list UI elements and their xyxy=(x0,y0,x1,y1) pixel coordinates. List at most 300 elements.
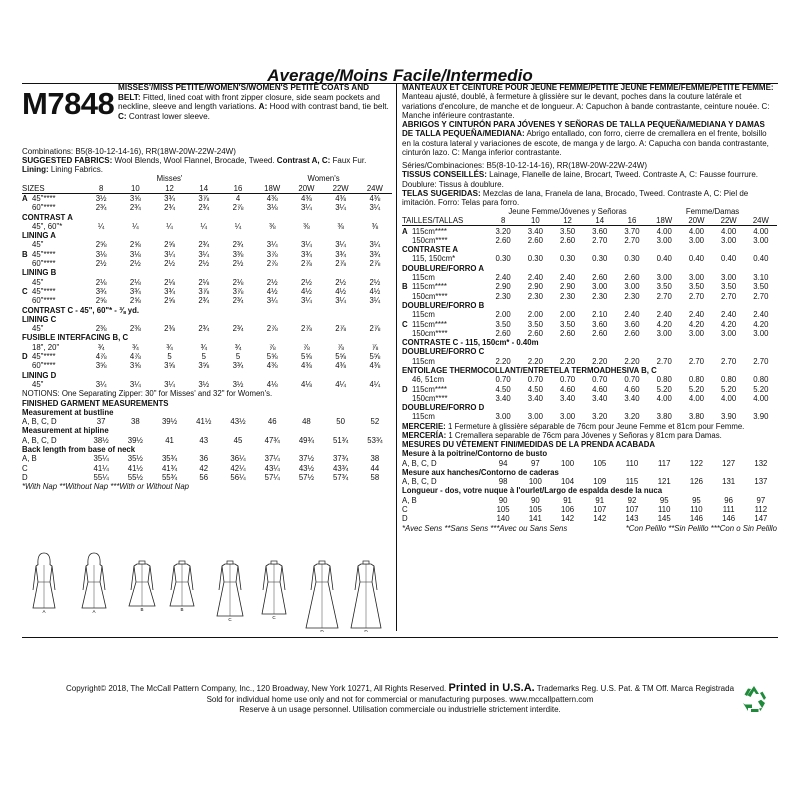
fabric-width: 45"**** xyxy=(32,352,56,362)
amount-cell: 3.40 xyxy=(592,393,608,403)
row-label xyxy=(22,296,84,305)
fabric-width: 115cm**** xyxy=(412,282,447,292)
amount-cell: 3⅛ xyxy=(95,249,107,259)
measurement-cell: 141 xyxy=(528,514,542,524)
view-letter: A xyxy=(402,226,408,236)
fabric-width: 115, 150cm* xyxy=(412,254,456,264)
row-label xyxy=(22,324,84,333)
amount-cell: 2⅛ xyxy=(164,277,175,287)
copyright-line-2: Sold for individual home use only and not for commercial or manufacturing purposes. www.mccallpattern.com xyxy=(206,694,594,704)
measurement-cell: 104 xyxy=(561,477,575,487)
amount-cell: 2.70 xyxy=(624,235,640,245)
amount-cell: 2½ xyxy=(129,259,141,269)
measurement-cell: 110 xyxy=(657,505,671,515)
amount-cell: 2⅛ xyxy=(232,277,244,287)
amount-cell: 5⅝ xyxy=(369,352,381,362)
telas-label: TELAS SUGERIDAS: xyxy=(402,188,481,198)
view-letter: C xyxy=(402,319,408,329)
section-heading: DOUBLURE/FORRO D xyxy=(402,403,485,413)
amount-cell: 2½ xyxy=(369,277,381,287)
amount-cell: 3¼ xyxy=(198,249,210,259)
amount-cell: 4⅜ xyxy=(369,193,381,203)
section-heading: ENTOILAGE THERMOCOLLANT/ENTRETELA TERMOADHESIVA B, C xyxy=(402,365,657,375)
figure-view-label: C xyxy=(228,617,232,622)
fabric-width: 45"**** xyxy=(32,286,56,296)
amount-cell: 5 xyxy=(167,352,172,362)
sizes-label: SIZES xyxy=(22,184,84,194)
amount-cell: 4.20 xyxy=(721,319,737,329)
row-label xyxy=(402,254,487,263)
measurement-cell: 97 xyxy=(530,458,540,468)
amount-cell: 2.00 xyxy=(495,310,511,320)
row-label xyxy=(402,412,487,421)
nap-footnote-row xyxy=(402,524,777,533)
amount-cell: 5.20 xyxy=(688,384,705,394)
amount-cell: 4.00 xyxy=(656,226,672,236)
amount-cell: 0.30 xyxy=(527,254,543,264)
spacer xyxy=(22,174,84,183)
section-heading: LINING B xyxy=(22,268,57,278)
french-spanish-column xyxy=(402,83,777,533)
amount-cell: 3.00 xyxy=(656,273,672,283)
amount-cell: 2.20 xyxy=(495,356,511,366)
yardage-row xyxy=(402,384,777,393)
coat-figure xyxy=(82,553,106,608)
size-heading: 16 xyxy=(616,216,648,226)
yardage-row xyxy=(402,301,777,310)
amount-cell: 3.60 xyxy=(624,319,640,329)
measurement-cell: 95 xyxy=(659,495,669,505)
amount-cell: 3.00 xyxy=(721,273,737,283)
fabric-width: 115cm**** xyxy=(412,384,447,394)
measurement-cell: 41½ xyxy=(196,417,212,427)
pattern-number: M7848 xyxy=(22,86,115,121)
yardage-row xyxy=(402,245,777,254)
french-title: MANTEAUX ET CEINTURE POUR JEUNE FEMME/PETITE JEUNE FEMME/FEMME/PETITE FEMME: xyxy=(402,83,774,92)
group-label: Women's xyxy=(307,174,340,184)
amount-cell: 4 xyxy=(235,193,241,203)
printed-in: Printed in U.S.A. xyxy=(448,682,535,694)
measurement-cell: 35¾ xyxy=(161,454,178,464)
measurement-cell: 111 xyxy=(722,505,735,515)
amount-cell: 2⅞ xyxy=(232,203,244,213)
yardage-row xyxy=(402,347,777,356)
amount-cell: 5⅝ xyxy=(335,352,347,362)
fabric-width: 45" xyxy=(32,277,44,287)
tissus xyxy=(402,170,777,188)
measurement-row xyxy=(402,477,777,486)
yardage-row xyxy=(402,375,777,384)
nap-footnote-fr: *Avec Sens **Sans Sens ***Avec ou Sans Sens xyxy=(402,523,568,533)
amount-cell: ¾ xyxy=(200,342,208,352)
longueur-label-row xyxy=(402,486,777,495)
amount-cell: 3¾ xyxy=(232,361,244,371)
row-view: A, B xyxy=(402,495,417,505)
amount-cell: 2½ xyxy=(95,259,107,269)
copyright-text: Copyright© 2018, The McCall Pattern Company, Inc., 120 Broadway, New York 10271, All Rights Reserved. xyxy=(65,684,447,693)
amount-cell: 3¼ xyxy=(301,240,312,250)
group-label: Misses' xyxy=(156,174,183,184)
measurement-cell: 51¾ xyxy=(333,435,349,445)
amount-cell: 2¾ xyxy=(95,203,107,213)
amount-cell: 4½ xyxy=(301,286,312,296)
measurement-cell: 49¾ xyxy=(298,435,315,445)
coat-figure xyxy=(129,561,155,606)
amount-cell: 2¾ xyxy=(164,203,175,213)
yardage-row xyxy=(22,352,392,361)
amount-cell: 2.30 xyxy=(495,291,511,301)
lining-label: Lining: xyxy=(22,165,49,175)
amount-cell: 3.50 xyxy=(559,226,576,236)
size-group-row xyxy=(22,174,392,183)
amount-cell: 4.60 xyxy=(592,384,608,394)
section-heading: CONTRASTE A xyxy=(402,245,459,255)
amount-cell: 0.30 xyxy=(624,254,640,264)
measurement-cell: 122 xyxy=(689,458,703,468)
row-view: C xyxy=(402,505,408,515)
amount-cell: 3.50 xyxy=(559,319,576,329)
amount-cell: 3¾ xyxy=(164,193,175,203)
amount-cell: 4.50 xyxy=(495,384,511,394)
yardage-row xyxy=(22,268,392,277)
spacer xyxy=(402,207,487,216)
measurement-cell: 131 xyxy=(722,477,736,487)
amount-cell: 2.20 xyxy=(592,356,608,366)
measurement-cell: 105 xyxy=(593,458,607,468)
amount-cell: ⅞ xyxy=(303,342,310,352)
fabric-width: 18", 20" xyxy=(32,342,60,352)
coat-figure xyxy=(217,561,243,616)
amount-cell: 3⅛ xyxy=(266,203,278,213)
difficulty-title: Average/Moins Facile/Intermedio xyxy=(267,66,533,85)
measurement-row xyxy=(402,458,777,467)
amount-cell: 4⅜ xyxy=(301,361,312,371)
measurement-cell: 46 xyxy=(267,417,277,427)
amount-cell: 3⅞ xyxy=(198,193,210,203)
amount-cell: 0.70 xyxy=(527,375,543,385)
amount-cell: 0.30 xyxy=(559,254,576,264)
fabric-width: 150cm**** xyxy=(412,235,448,245)
english-yardage-table xyxy=(22,174,392,491)
amount-cell: 4⅜ xyxy=(335,361,347,371)
figure-view-label: A xyxy=(42,609,46,614)
yardage-row xyxy=(22,333,392,342)
amount-cell: 2.20 xyxy=(527,356,543,366)
row-label xyxy=(22,250,84,259)
measurement-cell: 56 xyxy=(199,472,209,482)
amount-cell: 3¾ xyxy=(129,286,141,296)
measurement-cell: 94 xyxy=(498,458,508,468)
size-heading: 18W xyxy=(255,184,289,194)
measurement-label: Mesure aux hanches/Contorno de caderas xyxy=(402,467,559,477)
amount-cell: 2.60 xyxy=(592,273,608,283)
measurement-label: Measurement at bustline xyxy=(22,407,114,417)
view-c-label: C: xyxy=(118,111,127,121)
measurement-label: Mesure à la poitrine/Contorno de busto xyxy=(402,449,548,459)
amount-cell: 3.80 xyxy=(688,412,705,422)
measurement-cell: 38 xyxy=(370,454,380,464)
combinations: Combinations: B5(8-10-12-14-16), RR(18W-20W-22W-24W) xyxy=(22,147,236,156)
row-label xyxy=(22,278,84,287)
tissus-text: Lainage, Flanelle de laine, Brocart, Tweed. Contraste A, C: Fausse fourrure. Doublure: Tissus à doublure. xyxy=(402,170,759,189)
amount-cell: 2¾ xyxy=(232,324,244,334)
amount-cell: 5.20 xyxy=(656,384,672,394)
amount-cell: 2.60 xyxy=(592,328,608,338)
amount-cell: 2.00 xyxy=(527,310,543,320)
yardage-row xyxy=(402,273,777,282)
view-a-label: A: xyxy=(258,102,268,112)
finished-title-row xyxy=(22,398,392,407)
measurement-cell: 38½ xyxy=(93,435,109,445)
amount-cell: 5⅝ xyxy=(266,352,278,362)
amount-cell: 4.00 xyxy=(721,226,737,236)
row-label xyxy=(402,310,487,319)
fabric-width: 60"**** xyxy=(32,296,56,306)
amount-cell: 2⅞ xyxy=(369,324,381,334)
notions: NOTIONS: One Separating Zipper: 30" for Misses' and 32" for Women's. xyxy=(22,389,273,399)
amount-cell: 4.20 xyxy=(753,319,769,329)
mercerie-text: 1 Fermeture à glissière séparable de 76cm pour Jeune Femme et 81cm pour Femme. xyxy=(447,421,745,431)
measurement-cell: 91 xyxy=(563,495,572,505)
amount-cell: 2.40 xyxy=(656,310,672,320)
measurement-cell: 55¼ xyxy=(93,472,109,482)
amount-cell: 2.70 xyxy=(721,356,737,366)
amount-cell: ¼ xyxy=(200,221,208,231)
amount-cell: 2.00 xyxy=(559,310,576,320)
longueur-label: Longueur - dos, votre nuque à l'ourlet/Largo de espalda desde la nuca xyxy=(402,486,663,496)
amount-cell: 3¼ xyxy=(369,240,381,250)
view-letter: A xyxy=(22,193,28,203)
garment-figures xyxy=(22,552,394,632)
amount-cell: 2⅞ xyxy=(335,259,347,269)
amount-cell: 3.70 xyxy=(624,226,640,236)
view-letter: B xyxy=(22,249,28,259)
measurement-row xyxy=(402,514,777,523)
amount-cell: ¼ xyxy=(132,221,139,231)
yardage-row xyxy=(22,250,392,259)
amount-cell: 2.70 xyxy=(656,291,672,301)
row-view: A, B, C, D xyxy=(22,417,57,427)
amount-cell: 3¼ xyxy=(301,296,312,306)
merceria-row xyxy=(402,431,777,440)
measurement-cell: 110 xyxy=(690,505,703,515)
amount-cell: 4.60 xyxy=(559,384,576,394)
yardage-row xyxy=(402,292,777,301)
amount-cell: 3.40 xyxy=(559,393,576,403)
amount-cell: 2.10 xyxy=(592,310,608,320)
amount-cell: 3⅝ xyxy=(95,361,107,371)
spanish-title: ABRIGOS Y CINTURÓN PARA JÓVENES Y SEÑORAS DE TALLA PEQUEÑA/MEDIANA Y DAMAS DE TALLA PEQUEÑA/MEDIANA: xyxy=(402,120,765,139)
group-label: Femme/Damas xyxy=(685,206,740,216)
mercerie-row xyxy=(402,422,777,431)
amount-cell: 2.70 xyxy=(721,291,737,301)
measurement-cell: 98 xyxy=(498,477,508,487)
amount-cell: 3.40 xyxy=(527,226,543,236)
measurement-label-row xyxy=(22,426,392,435)
amount-cell: 2.20 xyxy=(624,356,640,366)
measurement-cell: 41¾ xyxy=(161,463,178,473)
fabric-width: 46, 51cm xyxy=(412,375,445,385)
amount-cell: ¼ xyxy=(234,221,242,231)
amount-cell: 3⅞ xyxy=(266,249,278,259)
row-label xyxy=(402,357,487,366)
amount-cell: 3.10 xyxy=(753,273,769,283)
measurement-cell: 37¼ xyxy=(264,454,280,464)
view-letter: D xyxy=(22,352,28,362)
amount-cell: 3¼ xyxy=(369,296,381,306)
amount-cell: 3¼ xyxy=(335,203,347,213)
amount-cell: 4⅞ xyxy=(129,352,141,362)
yardage-row xyxy=(402,329,777,338)
amount-cell: ⅜ xyxy=(303,221,310,231)
amount-cell: 0.40 xyxy=(656,254,672,264)
amount-cell: ⅞ xyxy=(371,342,379,352)
english-desc: Fitted, lined coat with front zipper closure, side seam pockets and neckline, sleeve and length variations. xyxy=(118,92,380,112)
amount-cell: 4.00 xyxy=(721,393,737,403)
row-label xyxy=(402,384,487,393)
amount-cell: 3.60 xyxy=(592,319,608,329)
view-letter: D xyxy=(402,384,408,394)
measurement-label: Measurement at hipline xyxy=(22,426,109,436)
measurement-cell: 95 xyxy=(692,495,701,505)
amount-cell: 3⅝ xyxy=(129,193,141,203)
english-column xyxy=(22,147,392,491)
amount-cell: 2½ xyxy=(301,277,312,287)
size-heading: 14 xyxy=(187,184,221,194)
measurement-cell: 43½ xyxy=(230,417,246,427)
amount-cell: 2.40 xyxy=(559,273,576,283)
measurement-row xyxy=(22,473,392,482)
amount-cell: 2.60 xyxy=(495,235,511,245)
amount-cell: 2½ xyxy=(335,277,347,287)
amount-cell: 2.60 xyxy=(624,328,640,338)
bottom-rule xyxy=(22,637,778,638)
measurement-cell: 41 xyxy=(165,435,174,445)
amount-cell: ⅞ xyxy=(337,342,344,352)
figure-view-label: D xyxy=(364,629,368,632)
amount-cell: 4.50 xyxy=(527,384,543,394)
fabric-width: 150cm**** xyxy=(412,328,448,338)
amount-cell: 3.00 xyxy=(559,412,576,422)
suggested-text: Wool Blends, Wool Flannel, Brocade, Tweed. xyxy=(114,156,275,166)
size-heading: 8 xyxy=(84,184,118,194)
amount-cell: 2½ xyxy=(266,277,278,287)
amount-cell: 2.90 xyxy=(559,282,576,292)
row-view: A, B, C, D xyxy=(402,458,437,468)
fabric-width: 115cm xyxy=(412,310,435,320)
amount-cell: 2.70 xyxy=(592,235,608,245)
amount-cell: 2.70 xyxy=(688,356,705,366)
amount-cell: 4⅞ xyxy=(95,352,107,362)
amount-cell: ⅜ xyxy=(337,221,344,231)
coat-figure xyxy=(306,561,338,628)
amount-cell: 2¾ xyxy=(198,203,210,213)
amount-cell: 2⅛ xyxy=(129,277,141,287)
section-heading: CONTRASTE C - 115, 150cm* - 0.40m xyxy=(402,338,539,348)
row-label xyxy=(22,193,84,203)
yardage-row xyxy=(402,264,777,273)
amount-cell: 2.20 xyxy=(559,356,576,366)
amount-cell: 3¼ xyxy=(164,249,175,259)
amount-cell: 2.40 xyxy=(721,310,737,320)
amount-cell: 4.60 xyxy=(624,384,640,394)
amount-cell: 2¾ xyxy=(232,296,244,306)
measurement-cell: 50 xyxy=(336,417,345,427)
merceria xyxy=(402,431,777,440)
size-heading: 20W xyxy=(680,216,712,226)
yardage-row xyxy=(22,231,392,240)
measurement-cell: 91 xyxy=(595,495,605,505)
yardage-row xyxy=(22,203,392,212)
yardage-row xyxy=(22,240,392,249)
fabric-width: 45"**** xyxy=(32,193,56,203)
view-letter: B xyxy=(402,282,408,292)
amount-cell: 3⅞ xyxy=(232,286,244,296)
amount-cell: ¾ xyxy=(166,342,173,352)
row-label xyxy=(402,319,487,328)
amount-cell: 3¼ xyxy=(335,296,347,306)
amount-cell: 0.70 xyxy=(559,375,576,385)
measurement-cell: 42¼ xyxy=(230,463,246,473)
row-label xyxy=(402,226,487,236)
measurement-cell: 97 xyxy=(756,495,766,505)
amount-cell: 2¾ xyxy=(198,240,210,250)
row-label xyxy=(22,222,84,231)
measurement-cell: 36¼ xyxy=(230,454,246,464)
amount-cell: 3.80 xyxy=(656,412,672,422)
yardage-row xyxy=(22,222,392,231)
measurement-cell: 43½ xyxy=(298,463,315,473)
amount-cell: 3¾ xyxy=(164,286,175,296)
measurement-cell: 53¾ xyxy=(367,435,383,445)
amount-cell: 3⅞ xyxy=(198,286,210,296)
yardage-row xyxy=(22,296,392,305)
amount-cell: 2⅛ xyxy=(198,277,210,287)
coat-figure xyxy=(33,553,55,608)
fabric-width: 60"**** xyxy=(32,203,56,213)
amount-cell: 3½ xyxy=(95,193,107,203)
figure-view-label: A xyxy=(92,609,96,614)
amount-cell: ¾ xyxy=(97,342,105,352)
amount-cell: 3¾ xyxy=(335,249,347,259)
amount-cell: 2½ xyxy=(164,259,175,269)
measurement-cell: 147 xyxy=(754,514,768,524)
amount-cell: 2.40 xyxy=(527,273,543,283)
telas-text: Mezclas de lana, Franela de lana, Brocado, Tweed. Contraste A, C: Piel de imitación. Forro: Telas para forro. xyxy=(402,188,749,207)
amount-cell: 2⅝ xyxy=(129,240,141,250)
amount-cell: 0.40 xyxy=(721,254,737,264)
amount-cell: 4⅜ xyxy=(266,193,278,203)
row-label xyxy=(22,352,84,361)
amount-cell: 3.20 xyxy=(495,226,511,236)
amount-cell: 2.30 xyxy=(527,291,543,301)
measurement-cell: 107 xyxy=(625,505,639,515)
measurement-cell: 47¾ xyxy=(264,435,280,445)
amount-cell: 5 xyxy=(201,352,206,362)
measurement-cell: 45 xyxy=(233,435,243,445)
figure-view-label: D xyxy=(320,629,324,632)
measurement-cell: 145 xyxy=(657,514,671,524)
figure-view-label: B xyxy=(180,607,184,612)
amount-cell: 2.60 xyxy=(559,235,576,245)
amount-cell: 3.50 xyxy=(721,282,737,292)
amount-cell: 0.80 xyxy=(656,375,672,385)
row-label xyxy=(402,375,487,384)
size-header-row xyxy=(402,216,777,226)
yardage-row xyxy=(402,403,777,412)
row-view: A, B xyxy=(22,454,37,464)
amount-cell: 2.40 xyxy=(495,273,511,283)
